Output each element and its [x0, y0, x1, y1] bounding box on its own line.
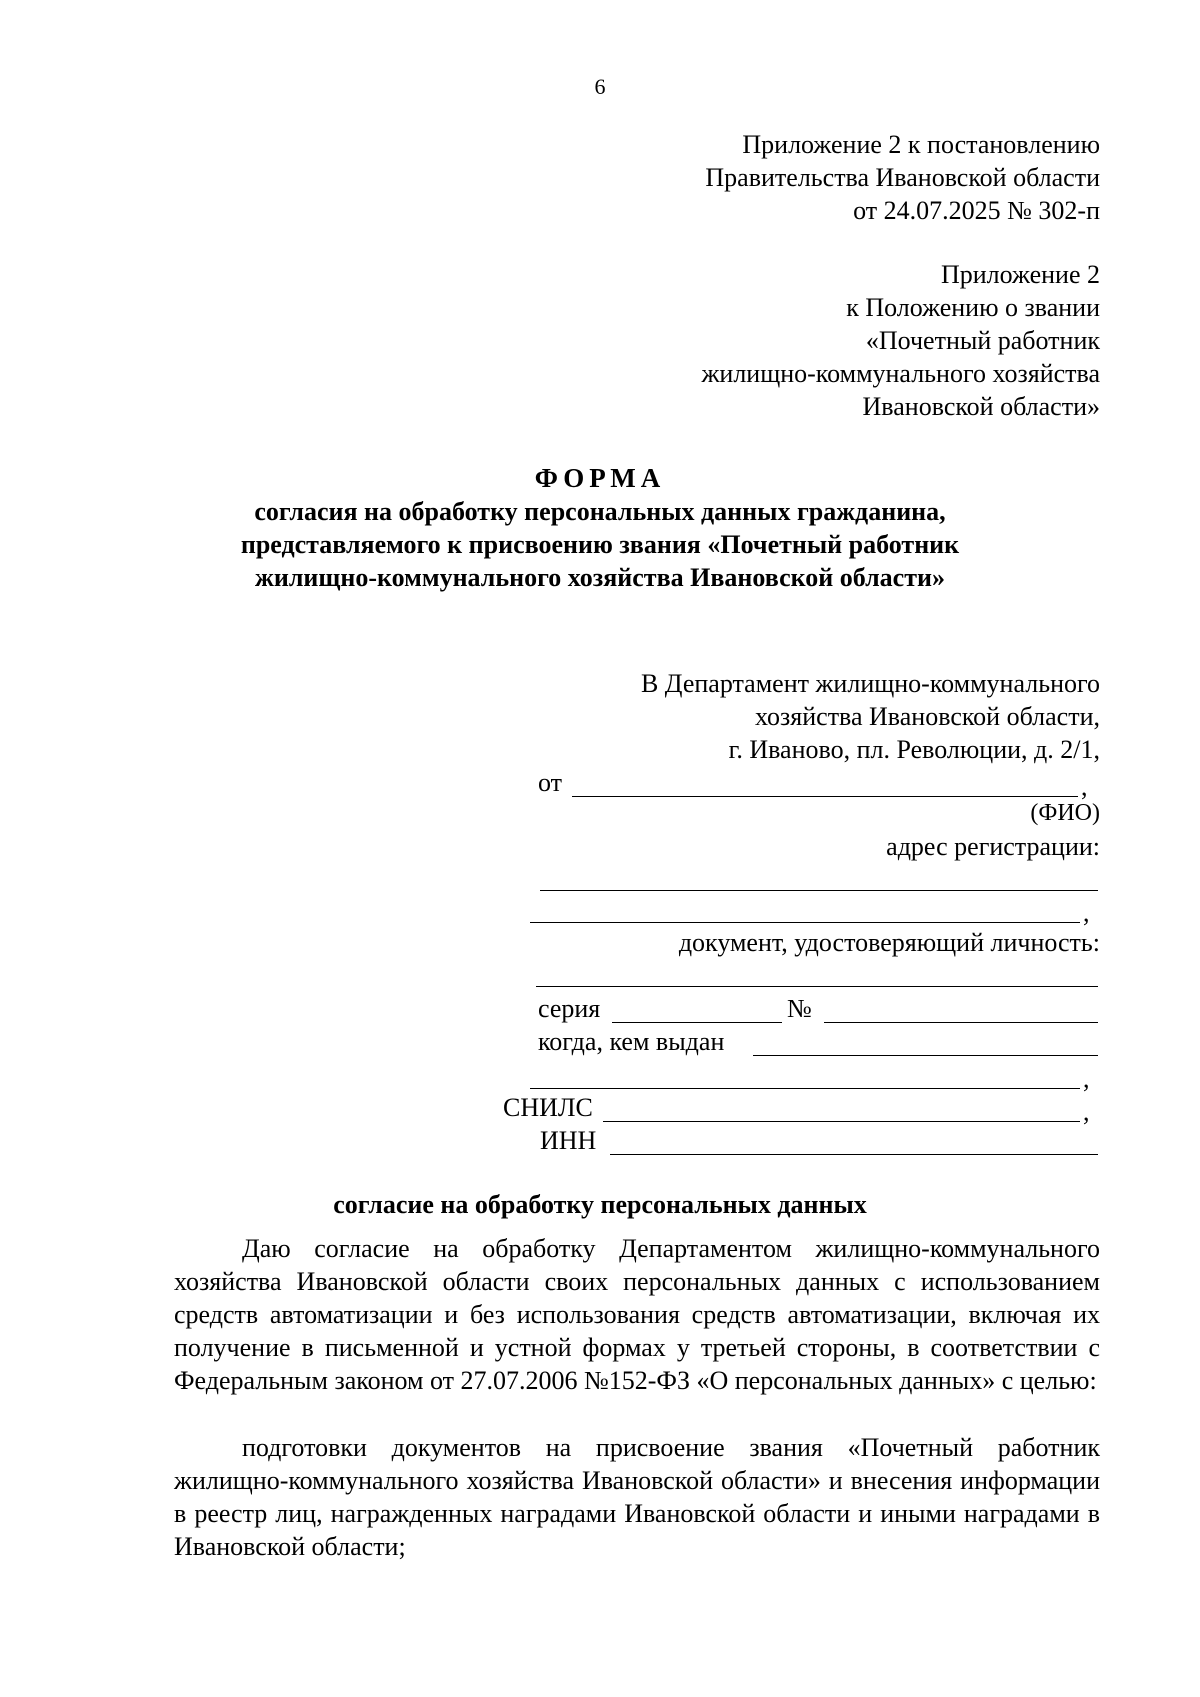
recipient-line: В Департамент жилищно-коммунального [640, 669, 1100, 698]
from-label: от [538, 768, 563, 797]
form-title-line: согласия на обработку персональных данных гражданина, [254, 497, 946, 526]
inn-label: ИНН [540, 1126, 597, 1155]
series-label: серия [538, 994, 601, 1023]
address-label: адрес регистрации: [886, 832, 1100, 861]
annex-header-line: Правительства Ивановской области [705, 163, 1100, 192]
page-number: 6 [594, 74, 606, 99]
snils-input-line[interactable] [603, 1121, 1080, 1122]
fio-input-line[interactable] [572, 796, 1078, 797]
series-input-line[interactable] [612, 1022, 782, 1023]
issued-label: когда, кем выдан [538, 1027, 725, 1056]
number-input-line[interactable] [824, 1022, 1098, 1023]
form-title-line: представляемого к присвоению звания «Почетный работник [240, 530, 960, 559]
issued-comma: , [1083, 1064, 1090, 1093]
fio-comma: , [1081, 772, 1088, 801]
consent-heading: согласие на обработку персональных данных [333, 1190, 867, 1219]
annex-subheader-line: к Положению о звании [846, 293, 1100, 322]
address-input-line-1[interactable] [540, 890, 1098, 891]
recipient-line: г. Иваново, пл. Революции, д. 2/1, [728, 735, 1100, 764]
id-document-input-line[interactable] [536, 986, 1098, 987]
issued-input-line-2[interactable] [530, 1088, 1080, 1089]
consent-purpose-paragraph: подготовки документов на присвоение звания «Почетный работник жилищно-коммунального хозяйства Ивановской области» и внесения информации в реестр лиц, награжденных наградами Ивановской области и иными наградами в Ивановской области; [174, 1433, 1100, 1561]
annex-header-line: от 24.07.2025 № 302-п [853, 196, 1100, 225]
annex-header-line: Приложение 2 к постановлению [742, 130, 1100, 159]
recipient-line: хозяйства Ивановской области, [755, 702, 1100, 731]
annex-subheader-line: Ивановской области» [862, 392, 1100, 421]
number-label: № [787, 994, 812, 1023]
form-title-line: жилищно-коммунального хозяйства Ивановской области» [255, 563, 945, 592]
address-input-line-2[interactable] [530, 922, 1080, 923]
fio-hint: (ФИО) [1030, 800, 1100, 826]
snils-label: СНИЛС [503, 1093, 593, 1122]
consent-paragraph: Даю согласие на обработку Департаментом жилищно-коммунального хозяйства Ивановской области своих персональных данных с использованием средств автоматизации и без использования средств автоматизации, включая их получение в письменной и устной формах у третьей стороны, в соответствии с Федеральным законом от 27.07.2006 №152-ФЗ «О персональных данных» с целью: [174, 1234, 1100, 1395]
form-title-word: ФОРМА [534, 463, 666, 493]
inn-input-line[interactable] [610, 1154, 1098, 1155]
issued-input-line-1[interactable] [753, 1055, 1098, 1056]
annex-subheader-line: жилищно-коммунального хозяйства [701, 359, 1100, 388]
id-document-label: документ, удостоверяющий личность: [678, 928, 1100, 957]
annex-subheader-line: Приложение 2 [940, 260, 1100, 289]
address-comma: , [1083, 898, 1090, 927]
annex-subheader-line: «Почетный работник [865, 326, 1100, 355]
snils-comma: , [1083, 1097, 1090, 1126]
